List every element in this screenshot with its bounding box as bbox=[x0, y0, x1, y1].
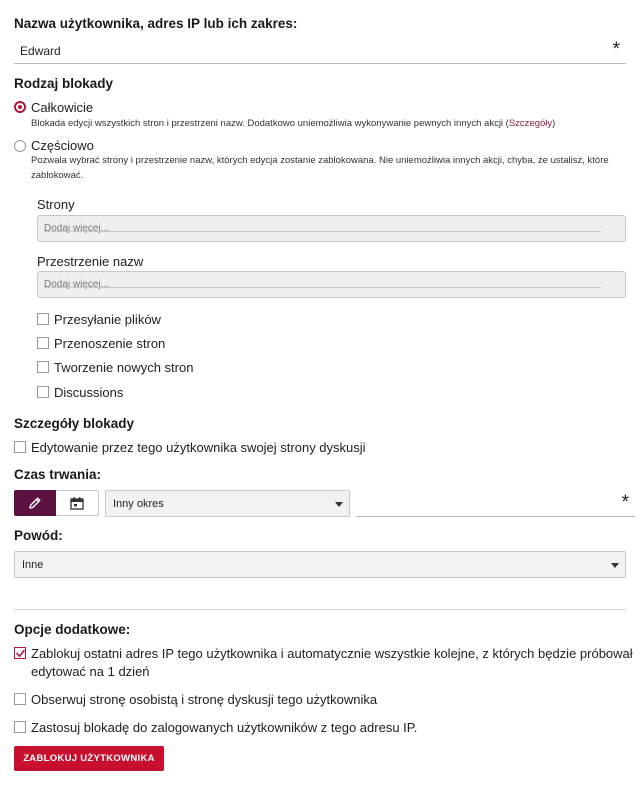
reason-select-value: Inne bbox=[22, 559, 44, 571]
reason-select[interactable] bbox=[14, 551, 626, 578]
details-heading: Szczegóły blokady bbox=[14, 416, 135, 431]
expiry-select[interactable] bbox=[105, 490, 350, 517]
radio-partial-label: Częściowo bbox=[31, 138, 94, 153]
checkbox-autoblock-label-line2: edytować na 1 dzień bbox=[31, 664, 150, 679]
expiry-mode-other[interactable] bbox=[14, 490, 56, 516]
checkbox-autoblock[interactable] bbox=[14, 647, 26, 659]
expiry-select-value: Inny okres bbox=[113, 498, 164, 510]
checkbox-hardblock-label: Zastosuj blokadę do zalogowanych użytkowników z tego adresu IP. bbox=[31, 720, 418, 735]
chevron-down-icon bbox=[611, 563, 619, 568]
checkbox-move-label: Przenoszenie stron bbox=[54, 336, 166, 351]
block-user-button[interactable]: ZABLOKUJ UŻYTKOWNIKA bbox=[14, 746, 164, 771]
chevron-down-icon bbox=[335, 502, 343, 507]
expiry-mode-date[interactable] bbox=[56, 490, 99, 516]
radio-partial[interactable] bbox=[14, 140, 26, 152]
checkbox-watch-label: Obserwuj stronę osobistą i stronę dyskusji tego użytkownika bbox=[31, 692, 378, 707]
checkbox-move[interactable] bbox=[37, 337, 49, 349]
radio-sitewide[interactable] bbox=[14, 101, 26, 113]
target-label: Nazwa użytkownika, adres IP lub ich zakres: bbox=[14, 16, 298, 31]
partial-description-line2: zablokować. bbox=[31, 170, 84, 181]
checkbox-own-talk[interactable] bbox=[14, 441, 26, 453]
check-icon bbox=[16, 649, 25, 658]
pages-placeholder: Dodaj więcej... bbox=[44, 223, 110, 234]
details-link[interactable]: Szczegóły bbox=[508, 118, 553, 129]
expiry-heading: Czas trwania: bbox=[14, 467, 102, 482]
checkbox-own-talk-label: Edytowanie przez tego użytkownika swojej strony dyskusji bbox=[31, 440, 366, 455]
checkbox-discussions-label: Discussions bbox=[54, 385, 124, 400]
checkbox-autoblock-label-line1: Zablokuj ostatni adres IP tego użytkownika i automatycznie wszystkie kolejne, z których będzie próbował bbox=[31, 646, 633, 661]
expiry-other-input[interactable] bbox=[356, 490, 635, 517]
radio-sitewide-label: Całkowicie bbox=[31, 100, 94, 115]
namespaces-input[interactable] bbox=[37, 271, 626, 298]
target-value: Edward bbox=[20, 44, 61, 58]
sitewide-description: Blokada edycji wszystkich stron i przestrzeni nazw. Dodatkowo uniemożliwia wykonywanie pewnych innych akcji (Szczegóły) bbox=[31, 118, 556, 129]
checkbox-create-label: Tworzenie nowych stron bbox=[54, 360, 194, 375]
checkbox-discussions[interactable] bbox=[37, 386, 49, 398]
required-asterisk: * bbox=[612, 39, 620, 60]
checkbox-upload[interactable] bbox=[37, 313, 49, 325]
pages-input[interactable] bbox=[37, 215, 626, 242]
target-input[interactable] bbox=[14, 38, 626, 64]
checkbox-upload-label: Przesyłanie plików bbox=[54, 312, 161, 327]
namespaces-placeholder: Dodaj więcej... bbox=[44, 279, 110, 290]
checkbox-hardblock[interactable] bbox=[14, 721, 26, 733]
options-heading: Opcje dodatkowe: bbox=[14, 622, 131, 637]
block-type-heading: Rodzaj blokady bbox=[14, 76, 114, 91]
section-divider bbox=[14, 609, 626, 610]
pencil-icon bbox=[28, 496, 42, 510]
reason-heading: Powód: bbox=[14, 528, 63, 543]
namespaces-label: Przestrzenie nazw bbox=[37, 254, 144, 269]
calendar-icon bbox=[70, 497, 84, 510]
pages-label: Strony bbox=[37, 197, 75, 212]
checkbox-create[interactable] bbox=[37, 361, 49, 373]
required-asterisk: * bbox=[621, 492, 629, 513]
partial-description-line1: Pozwala wybrać strony i przestrzenie nazw, których edycja zostanie zablokowana. Nie uniemożliwia innych akcji, chyba, że ustalisz, które bbox=[31, 155, 609, 166]
checkbox-watch[interactable] bbox=[14, 693, 26, 705]
